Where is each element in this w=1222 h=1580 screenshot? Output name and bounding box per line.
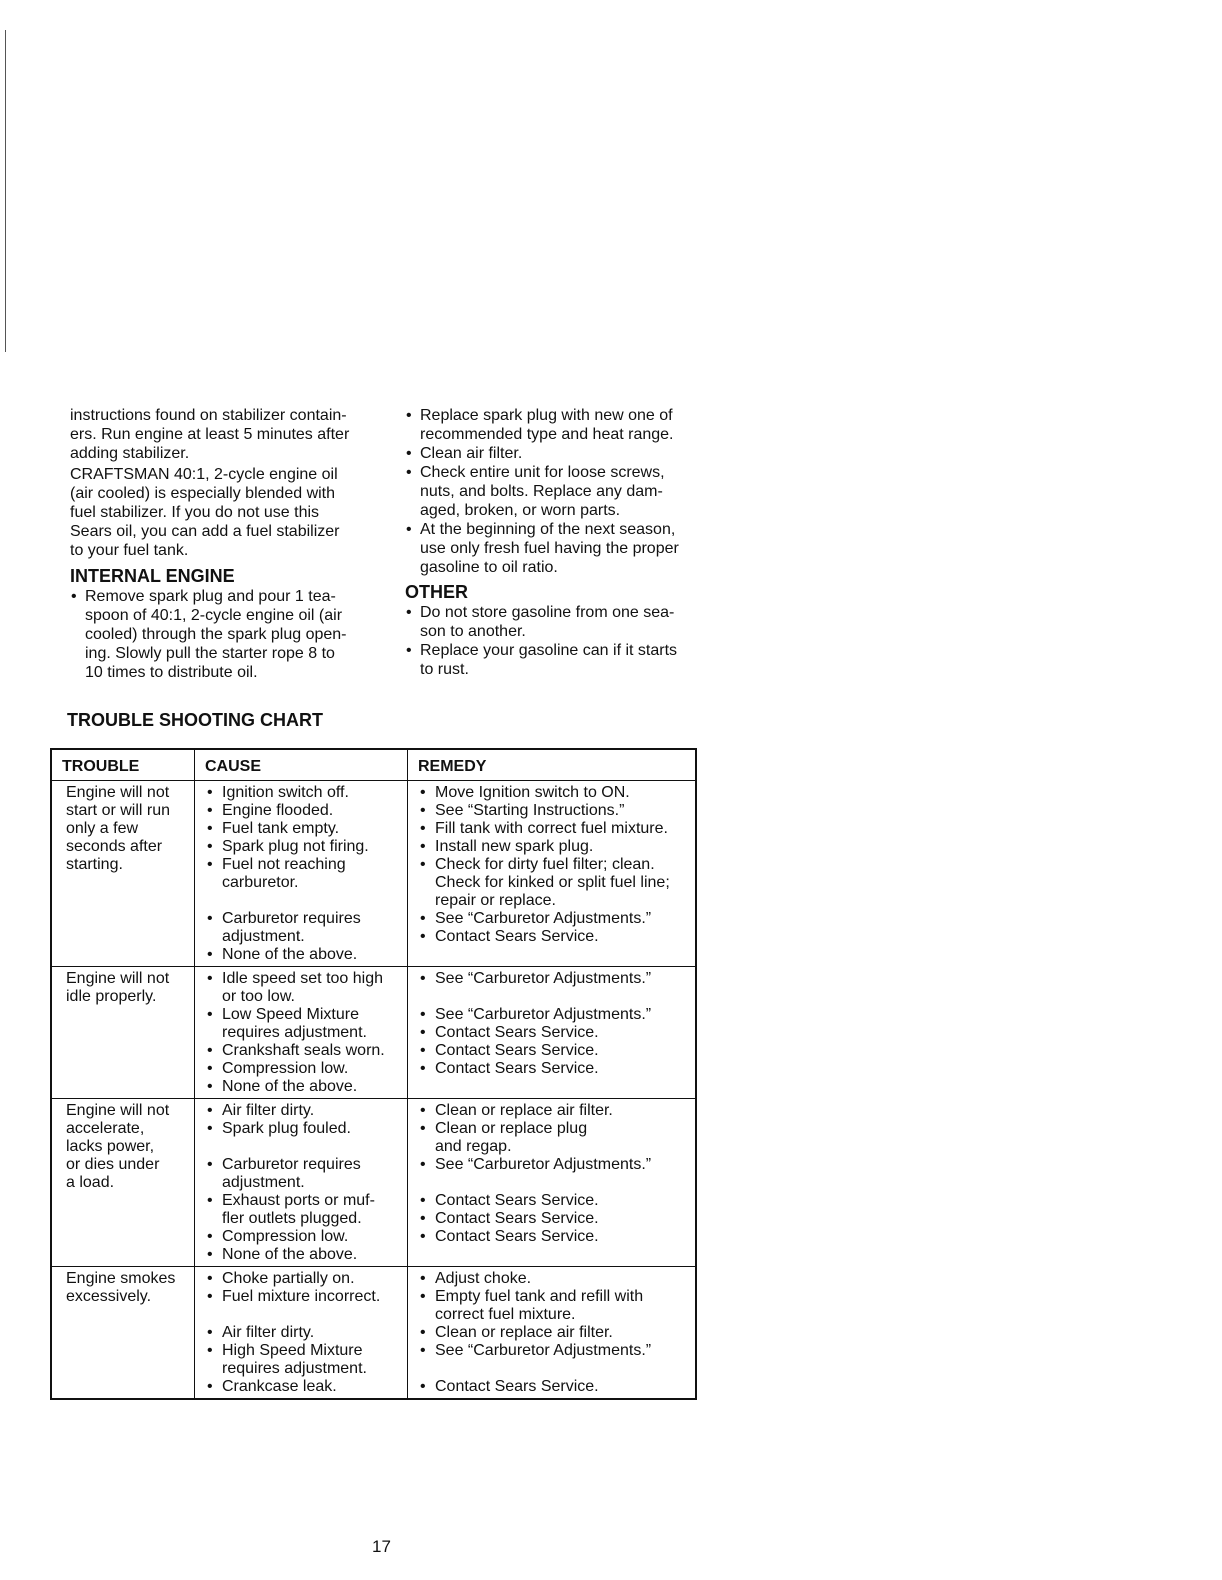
remedy-item bbox=[420, 838, 691, 856]
remedy-item bbox=[420, 1270, 691, 1288]
trouble-shooting-table bbox=[50, 748, 697, 1400]
text-line: Clean or replace air filter. bbox=[435, 1324, 613, 1341]
text-line: Do not store gasoline from one sea- bbox=[420, 604, 675, 621]
text-line: use only fresh fuel having the proper bbox=[420, 540, 679, 557]
remedy-cell bbox=[408, 1099, 697, 1267]
text-line: Engine smokes bbox=[66, 1270, 176, 1287]
text-line: Spark plug not firing. bbox=[222, 838, 369, 855]
text-line: None of the above. bbox=[222, 946, 358, 963]
cause-item bbox=[207, 970, 403, 1006]
text-line: Install new spark plug. bbox=[435, 838, 594, 855]
other-bullet-list bbox=[405, 603, 710, 679]
text-line: Empty fuel tank and refill with bbox=[435, 1288, 644, 1305]
text-line: Ignition switch off. bbox=[222, 784, 349, 801]
text-line: accelerate, bbox=[66, 1120, 145, 1137]
text-line: Crankcase leak. bbox=[222, 1378, 337, 1395]
text-line: to your fuel tank. bbox=[70, 542, 189, 559]
text-line: Contact Sears Service. bbox=[435, 1024, 599, 1041]
text-line: Exhaust ports or muf- bbox=[222, 1192, 375, 1209]
text-line: Compression low. bbox=[222, 1060, 349, 1077]
text-line: son to another. bbox=[420, 623, 526, 640]
text-line: Air filter dirty. bbox=[222, 1324, 315, 1341]
text-line: Contact Sears Service. bbox=[435, 1192, 599, 1209]
text-line: Engine will not bbox=[66, 970, 170, 987]
remedy-item bbox=[420, 1192, 691, 1210]
trouble-shooting-chart-title: TROUBLE SHOOTING CHART bbox=[67, 710, 323, 730]
remedy-item bbox=[420, 784, 691, 802]
text-line: Spark plug fouled. bbox=[222, 1120, 351, 1137]
remedy-item bbox=[420, 802, 691, 820]
cause-item bbox=[207, 820, 403, 838]
remedy-cell bbox=[408, 1267, 697, 1400]
cause-cell bbox=[195, 967, 408, 1099]
remedy-item bbox=[420, 928, 691, 946]
text-line: fuel stabilizer. If you do not use this bbox=[70, 504, 320, 521]
craftsman-oil-paragraph bbox=[70, 465, 400, 560]
text-line: or dies under bbox=[66, 1156, 160, 1173]
text-line: carburetor. bbox=[222, 874, 299, 891]
cause-item bbox=[207, 784, 403, 802]
text-line: Fuel not reaching bbox=[222, 856, 346, 873]
bullet-item bbox=[405, 444, 710, 463]
text-line: or too low. bbox=[222, 988, 295, 1005]
bullet-item bbox=[405, 463, 710, 520]
cause-item bbox=[207, 1006, 403, 1042]
remedy-item bbox=[420, 1102, 691, 1120]
table-row bbox=[51, 781, 696, 967]
cause-column-header: CAUSE bbox=[195, 749, 408, 781]
text-line: gasoline to oil ratio. bbox=[420, 559, 558, 576]
text-line: to rust. bbox=[420, 661, 469, 678]
cause-item bbox=[207, 802, 403, 820]
remedy-column-header: REMEDY bbox=[408, 749, 697, 781]
text-line: and regap. bbox=[435, 1138, 512, 1155]
text-line: Fill tank with correct fuel mixture. bbox=[435, 820, 668, 837]
text-line: See “Carburetor Adjustments.” bbox=[435, 910, 652, 927]
trouble-column-header: TROUBLE bbox=[51, 749, 195, 781]
text-line: Replace your gasoline can if it starts bbox=[420, 642, 678, 659]
text-line: fler outlets plugged. bbox=[222, 1210, 362, 1227]
remedy-item bbox=[420, 1156, 691, 1174]
cause-cell bbox=[195, 1267, 408, 1400]
remedy-item bbox=[420, 1120, 691, 1156]
remedy-cell bbox=[408, 967, 697, 1099]
text-line: Engine will not bbox=[66, 784, 170, 801]
text-line: idle properly. bbox=[66, 988, 157, 1005]
text-line: Crankshaft seals worn. bbox=[222, 1042, 385, 1059]
text-line: adding stabilizer. bbox=[70, 445, 190, 462]
cause-cell bbox=[195, 781, 408, 967]
cause-item bbox=[207, 1288, 403, 1306]
text-line: 10 times to distribute oil. bbox=[85, 664, 258, 681]
text-line: excessively. bbox=[66, 1288, 152, 1305]
text-line: ers. Run engine at least 5 minutes after bbox=[70, 426, 350, 443]
text-line: spoon of 40:1, 2-cycle engine oil (air bbox=[85, 607, 343, 624]
remedy-item bbox=[420, 1324, 691, 1342]
remedy-item bbox=[420, 1378, 691, 1396]
cause-item bbox=[207, 1060, 403, 1078]
remedy-cell bbox=[408, 781, 697, 967]
text-line: High Speed Mixture bbox=[222, 1342, 363, 1359]
cause-cell bbox=[195, 1099, 408, 1267]
text-line: Contact Sears Service. bbox=[435, 1210, 599, 1227]
text-line: repair or replace. bbox=[435, 892, 556, 909]
text-line: requires adjustment. bbox=[222, 1024, 367, 1041]
text-line: Clean air filter. bbox=[420, 445, 523, 462]
remedy-item bbox=[420, 910, 691, 928]
cause-item bbox=[207, 1246, 403, 1264]
text-line: (air cooled) is especially blended with bbox=[70, 485, 336, 502]
right-text-column bbox=[405, 406, 710, 679]
text-line: See “Carburetor Adjustments.” bbox=[435, 970, 652, 987]
text-line: Air filter dirty. bbox=[222, 1102, 315, 1119]
text-line: Clean or replace air filter. bbox=[435, 1102, 613, 1119]
cause-item bbox=[207, 1192, 403, 1228]
text-line: Replace spark plug with new one of bbox=[420, 407, 673, 424]
text-line: Remove spark plug and pour 1 tea- bbox=[85, 588, 336, 605]
text-line: CRAFTSMAN 40:1, 2-cycle engine oil bbox=[70, 466, 338, 483]
remedy-item bbox=[420, 1342, 691, 1360]
internal-engine-bullet bbox=[70, 587, 400, 682]
remedy-item bbox=[420, 1288, 691, 1324]
text-line: only a few bbox=[66, 820, 139, 837]
text-line: Carburetor requires bbox=[222, 910, 361, 927]
text-line: Choke partially on. bbox=[222, 1270, 355, 1287]
text-line: See “Carburetor Adjustments.” bbox=[435, 1006, 652, 1023]
trouble-cell bbox=[51, 967, 195, 1099]
cause-item bbox=[207, 1270, 403, 1288]
cause-item bbox=[207, 910, 403, 946]
text-line: starting. bbox=[66, 856, 123, 873]
remedy-item bbox=[420, 1060, 691, 1078]
text-line: See “Starting Instructions.” bbox=[435, 802, 625, 819]
text-line: nuts, and bolts. Replace any dam- bbox=[420, 483, 663, 500]
text-line: Contact Sears Service. bbox=[435, 1228, 599, 1245]
text-line: instructions found on stabilizer contain- bbox=[70, 407, 347, 424]
text-line: Engine flooded. bbox=[222, 802, 334, 819]
text-line: lacks power, bbox=[66, 1138, 155, 1155]
text-line: Compression low. bbox=[222, 1228, 349, 1245]
bullet-item bbox=[405, 603, 710, 641]
text-line: correct fuel mixture. bbox=[435, 1306, 576, 1323]
table-header-row bbox=[51, 749, 696, 781]
table-row bbox=[51, 1267, 696, 1400]
remedy-item bbox=[420, 1210, 691, 1228]
remedy-item bbox=[420, 1024, 691, 1042]
bullet-item bbox=[405, 641, 710, 679]
text-line: recommended type and heat range. bbox=[420, 426, 674, 443]
text-line: See “Carburetor Adjustments.” bbox=[435, 1342, 652, 1359]
cause-item bbox=[207, 1042, 403, 1060]
trouble-cell bbox=[51, 781, 195, 967]
storage-bullet-list bbox=[405, 406, 710, 577]
text-line: Contact Sears Service. bbox=[435, 928, 599, 945]
text-line: Low Speed Mixture bbox=[222, 1006, 359, 1023]
scan-edge-line bbox=[5, 30, 6, 352]
text-line: adjustment. bbox=[222, 1174, 305, 1191]
cause-item bbox=[207, 1102, 403, 1120]
text-line: Fuel mixture incorrect. bbox=[222, 1288, 381, 1305]
remedy-item bbox=[420, 1006, 691, 1024]
bullet-item bbox=[405, 520, 710, 577]
remedy-item bbox=[420, 1042, 691, 1060]
text-line: Clean or replace plug bbox=[435, 1120, 588, 1137]
remedy-item bbox=[420, 970, 691, 988]
cause-item bbox=[207, 1342, 403, 1378]
cause-item bbox=[207, 1156, 403, 1192]
trouble-cell bbox=[51, 1099, 195, 1267]
text-line: Move Ignition switch to ON. bbox=[435, 784, 630, 801]
stabilizer-instructions-paragraph bbox=[70, 406, 400, 463]
text-line: adjustment. bbox=[222, 928, 305, 945]
text-line: a load. bbox=[66, 1174, 115, 1191]
cause-item bbox=[207, 1078, 403, 1096]
cause-item bbox=[207, 1228, 403, 1246]
text-line: Contact Sears Service. bbox=[435, 1042, 599, 1059]
text-line: Carburetor requires bbox=[222, 1156, 361, 1173]
trouble-cell bbox=[51, 1267, 195, 1400]
text-line: Contact Sears Service. bbox=[435, 1060, 599, 1077]
text-line: cooled) through the spark plug open- bbox=[85, 626, 347, 643]
text-line: Fuel tank empty. bbox=[222, 820, 340, 837]
table-row bbox=[51, 967, 696, 1099]
other-heading: OTHER bbox=[405, 582, 468, 602]
remedy-item bbox=[420, 1228, 691, 1246]
text-line: ing. Slowly pull the starter rope 8 to bbox=[85, 645, 335, 662]
text-line: Sears oil, you can add a fuel stabilizer bbox=[70, 523, 340, 540]
left-text-column bbox=[70, 406, 400, 682]
table-row bbox=[51, 1099, 696, 1267]
text-line: requires adjustment. bbox=[222, 1360, 367, 1377]
text-line: aged, broken, or worn parts. bbox=[420, 502, 621, 519]
text-line: None of the above. bbox=[222, 1246, 358, 1263]
cause-item bbox=[207, 856, 403, 892]
internal-engine-heading: INTERNAL ENGINE bbox=[70, 566, 235, 586]
text-line: None of the above. bbox=[222, 1078, 358, 1095]
cause-item bbox=[207, 1324, 403, 1342]
text-line: At the beginning of the next season, bbox=[420, 521, 676, 538]
page-number: 17 bbox=[372, 1537, 391, 1556]
cause-item bbox=[207, 946, 403, 964]
bullet-item bbox=[405, 406, 710, 444]
text-line: seconds after bbox=[66, 838, 163, 855]
text-line: Check for kinked or split fuel line; bbox=[435, 874, 670, 891]
text-line: Engine will not bbox=[66, 1102, 170, 1119]
remedy-item bbox=[420, 856, 691, 910]
text-line: Check for dirty fuel filter; clean. bbox=[435, 856, 655, 873]
text-line: Adjust choke. bbox=[435, 1270, 532, 1287]
cause-item bbox=[207, 1120, 403, 1138]
remedy-item bbox=[420, 820, 691, 838]
text-line: start or will run bbox=[66, 802, 171, 819]
text-line: Check entire unit for loose screws, bbox=[420, 464, 665, 481]
text-line: Contact Sears Service. bbox=[435, 1378, 599, 1395]
cause-item bbox=[207, 1378, 403, 1396]
text-line: See “Carburetor Adjustments.” bbox=[435, 1156, 652, 1173]
text-line: Idle speed set too high bbox=[222, 970, 384, 987]
cause-item bbox=[207, 838, 403, 856]
